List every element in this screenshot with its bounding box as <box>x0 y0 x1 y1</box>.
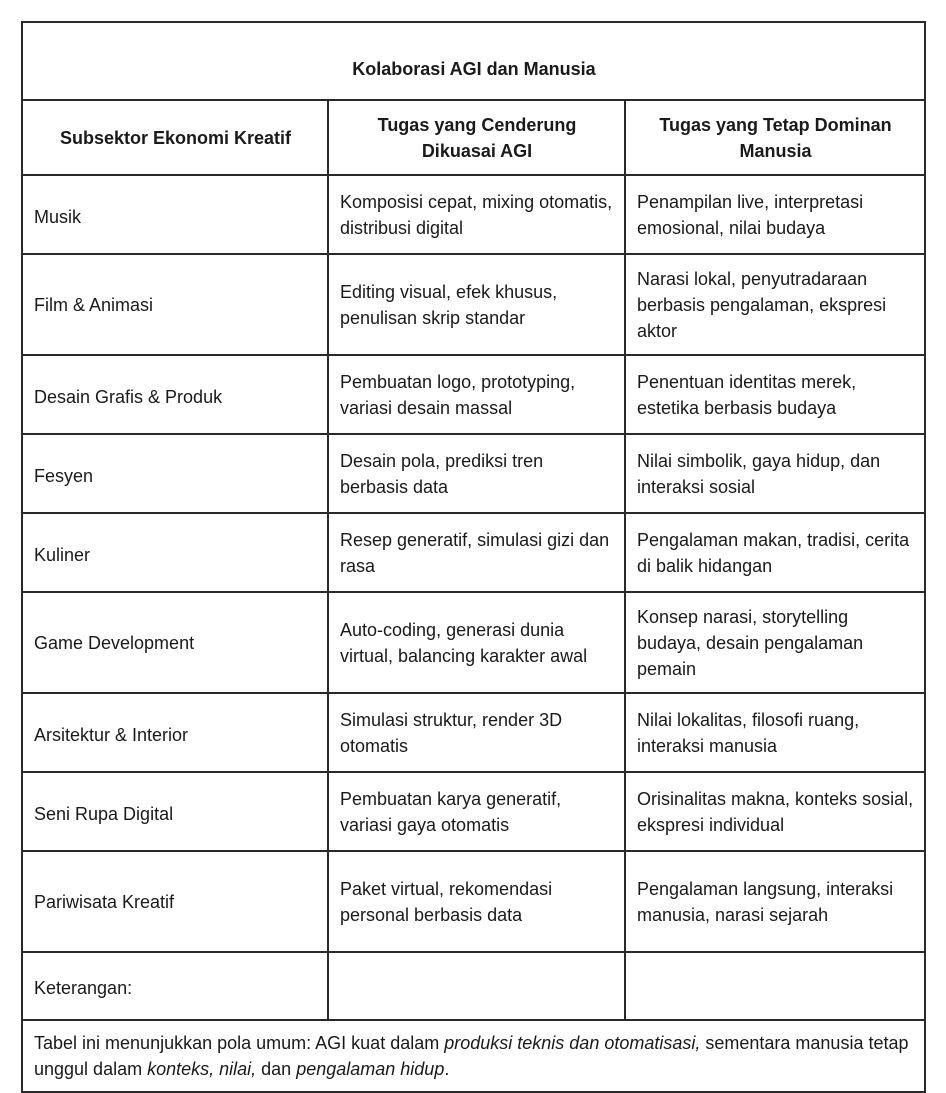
human-cell: Pengalaman langsung, interaksi manusia, narasi sejarah <box>625 851 925 952</box>
human-cell: Pengalaman makan, tradisi, cerita di balik hidangan <box>625 513 925 592</box>
sector-cell: Film & Animasi <box>22 254 328 355</box>
table-row <box>22 851 925 952</box>
table-row <box>22 434 925 513</box>
note-text <box>22 1020 925 1092</box>
agi-cell: Resep generatif, simulasi gizi dan rasa <box>328 513 625 592</box>
human-cell: Narasi lokal, penyutradaraan berbasis pengalaman, ekspresi aktor <box>625 254 925 355</box>
empty-cell <box>328 952 625 1020</box>
note-part: sementara manusia tetap unggul dalam <box>34 1033 909 1079</box>
sector-cell: Desain Grafis & Produk <box>22 355 328 434</box>
human-cell: Nilai simbolik, gaya hidup, dan interaksi sosial <box>625 434 925 513</box>
table-row <box>22 175 925 254</box>
keterangan-row <box>22 952 925 1020</box>
empty-cell <box>625 952 925 1020</box>
agi-cell: Auto-coding, generasi dunia virtual, balancing karakter awal <box>328 592 625 693</box>
table-row <box>22 513 925 592</box>
sector-cell: Pariwisata Kreatif <box>22 851 328 952</box>
sector-cell: Musik <box>22 175 328 254</box>
note-emphasis: konteks, nilai, <box>147 1059 257 1079</box>
table-title: Kolaborasi AGI dan Manusia <box>22 22 925 100</box>
sector-cell: Fesyen <box>22 434 328 513</box>
note-emphasis: pengalaman hidup <box>296 1059 445 1079</box>
note-part: . <box>444 1059 450 1079</box>
human-cell: Orisinalitas makna, konteks sosial, ekspresi individual <box>625 772 925 851</box>
human-cell: Penentuan identitas merek, estetika berbasis budaya <box>625 355 925 434</box>
header-agi-tasks: Tugas yang Cenderung Dikuasai AGI <box>328 100 625 175</box>
note-row <box>22 1020 925 1092</box>
agi-cell: Paket virtual, rekomendasi personal berbasis data <box>328 851 625 952</box>
table-row <box>22 355 925 434</box>
agi-cell: Komposisi cepat, mixing otomatis, distribusi digital <box>328 175 625 254</box>
note-part: Tabel ini menunjukkan pola umum: AGI kuat dalam <box>34 1033 445 1053</box>
table-row <box>22 772 925 851</box>
table-row <box>22 254 925 355</box>
sector-cell: Kuliner <box>22 513 328 592</box>
agi-cell: Simulasi struktur, render 3D otomatis <box>328 693 625 772</box>
note-part: dan <box>256 1059 297 1079</box>
sector-cell: Game Development <box>22 592 328 693</box>
keterangan-label: Keterangan: <box>22 952 328 1020</box>
table-row <box>22 693 925 772</box>
table-row <box>22 592 925 693</box>
sector-cell: Arsitektur & Interior <box>22 693 328 772</box>
sector-cell: Seni Rupa Digital <box>22 772 328 851</box>
agi-cell: Pembuatan karya generatif, variasi gaya otomatis <box>328 772 625 851</box>
collaboration-table <box>21 21 926 1093</box>
header-subsector: Subsektor Ekonomi Kreatif <box>22 100 328 175</box>
agi-cell: Editing visual, efek khusus, penulisan skrip standar <box>328 254 625 355</box>
note-emphasis: produksi teknis dan otomatisasi, <box>444 1033 701 1053</box>
header-human-tasks: Tugas yang Tetap Dominan Manusia <box>625 100 925 175</box>
human-cell: Nilai lokalitas, filosofi ruang, interaksi manusia <box>625 693 925 772</box>
human-cell: Konsep narasi, storytelling budaya, desain pengalaman pemain <box>625 592 925 693</box>
human-cell: Penampilan live, interpretasi emosional, nilai budaya <box>625 175 925 254</box>
agi-cell: Desain pola, prediksi tren berbasis data <box>328 434 625 513</box>
agi-cell: Pembuatan logo, prototyping, variasi desain massal <box>328 355 625 434</box>
